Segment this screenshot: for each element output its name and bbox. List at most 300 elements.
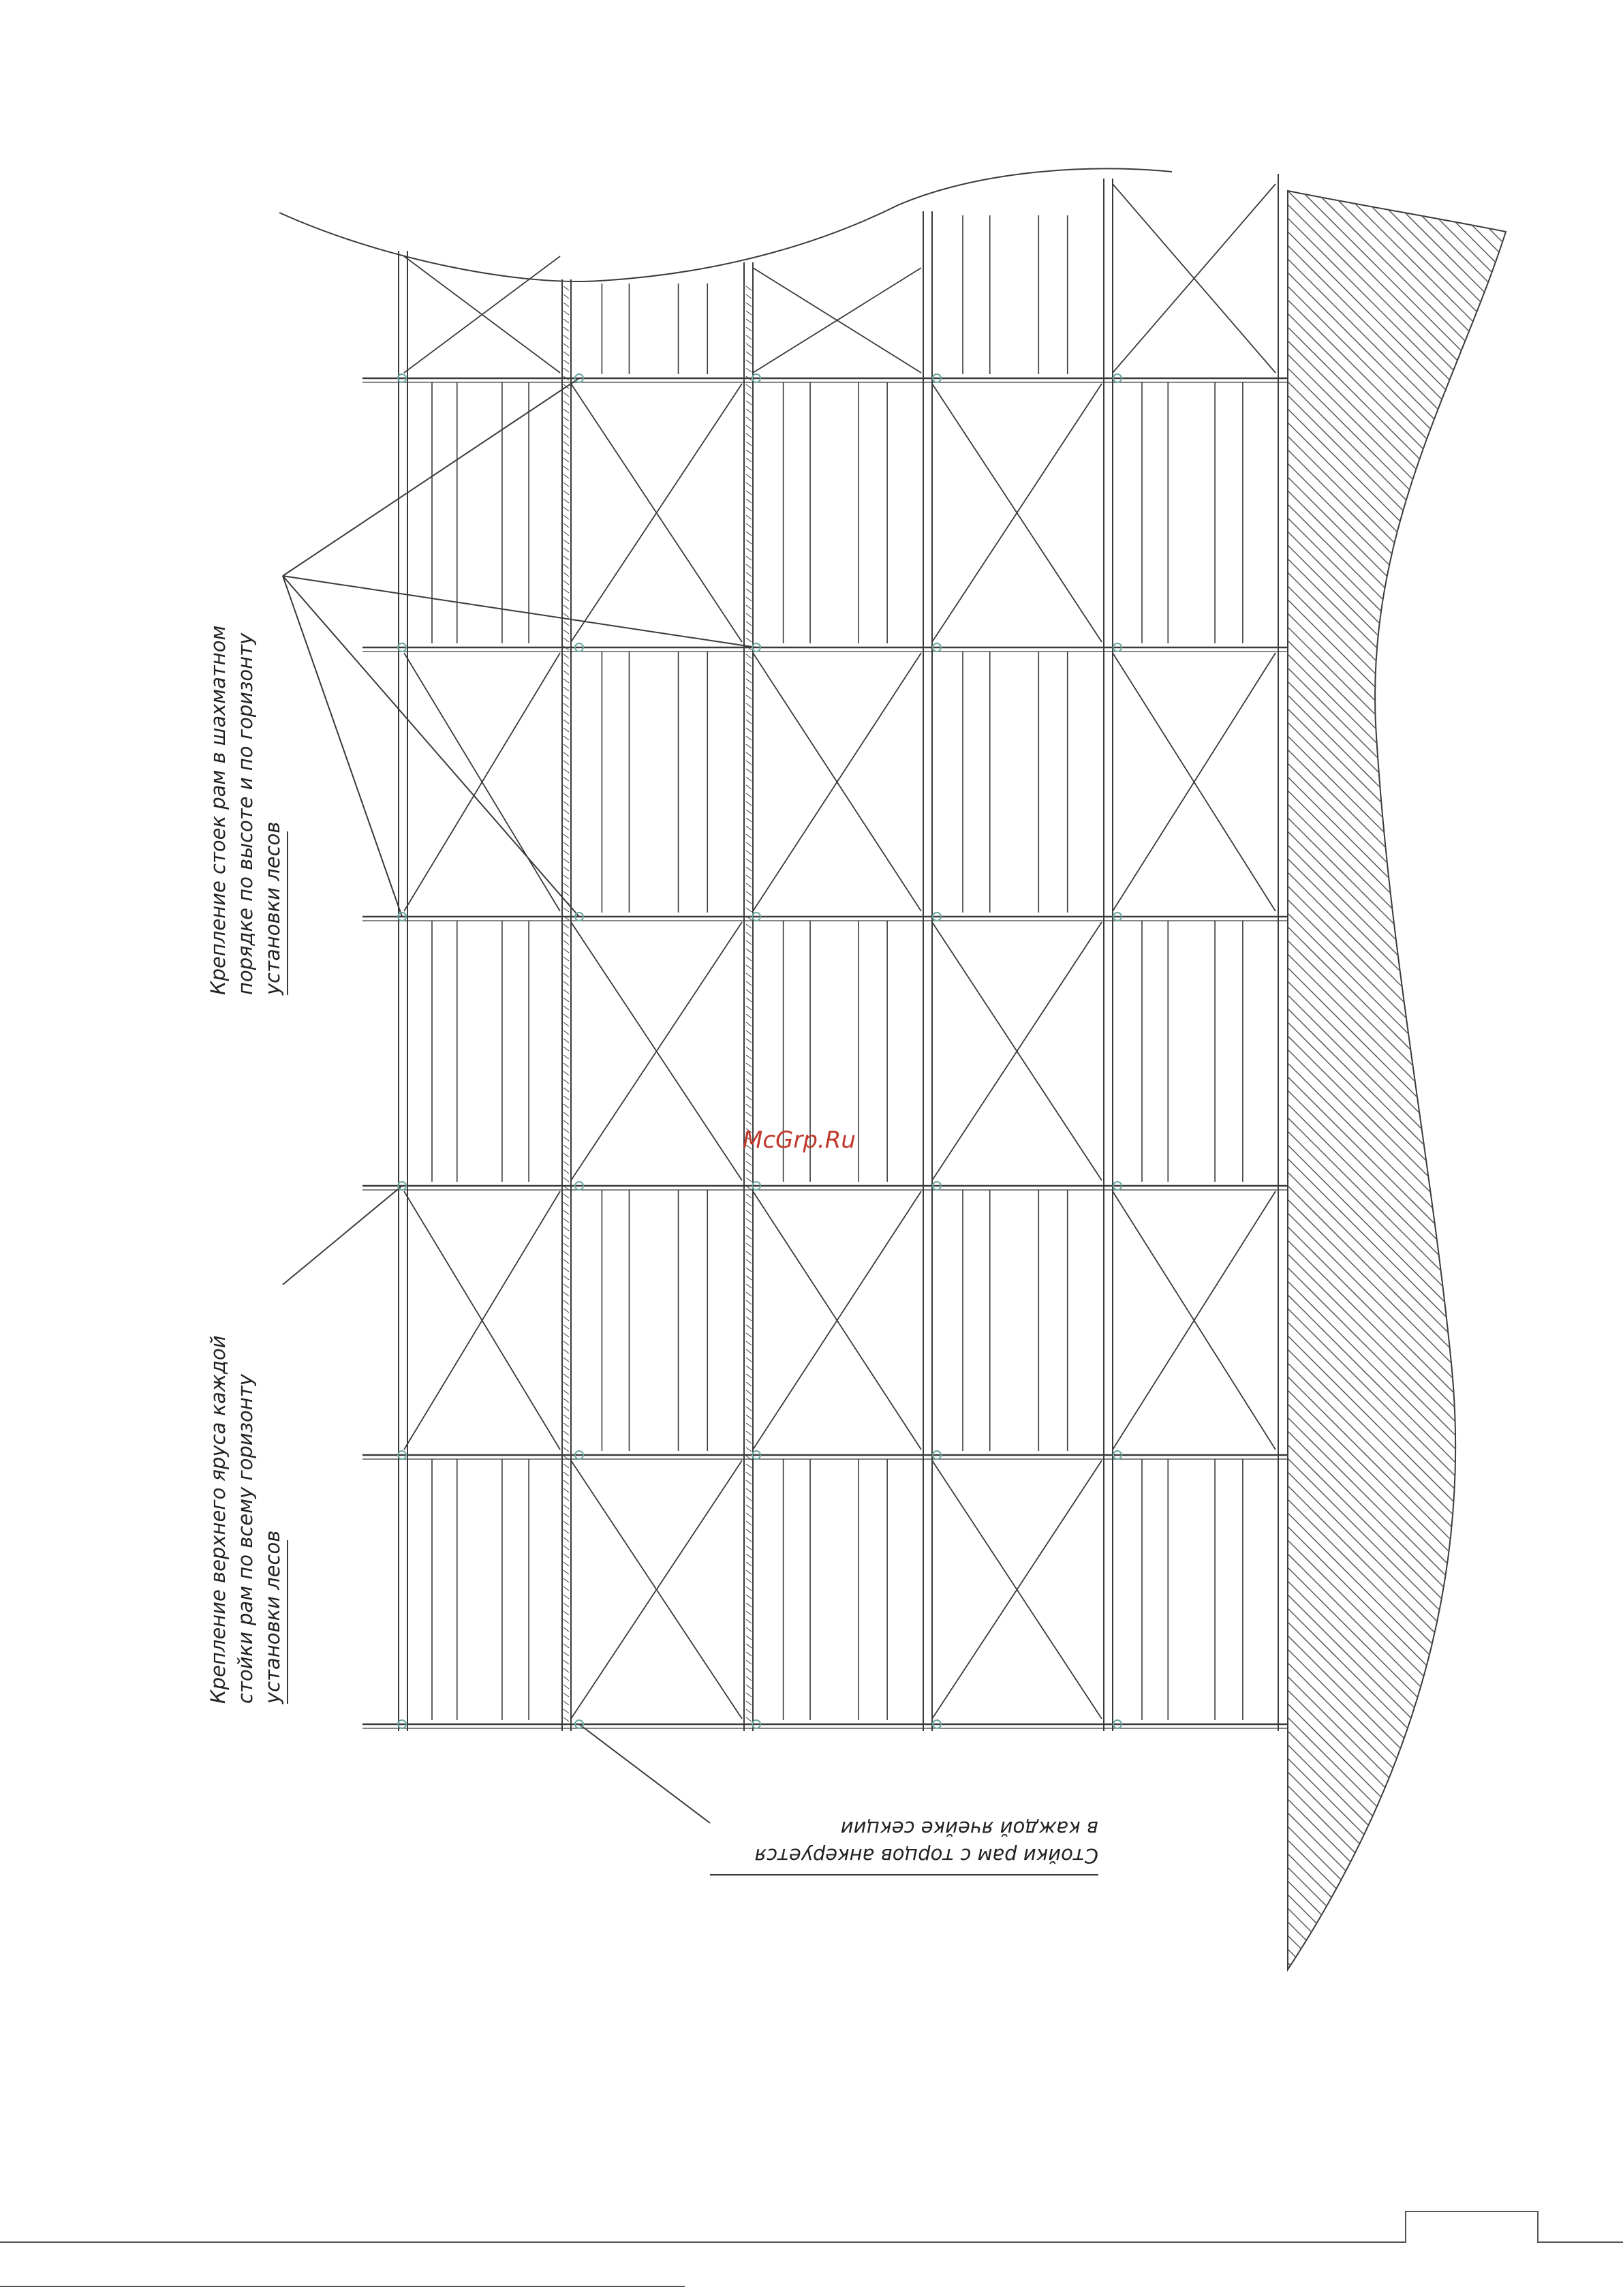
hatch-line	[1281, 1452, 1526, 1697]
hatch-line	[1281, 279, 1526, 525]
hatch-line	[1281, 879, 1526, 1124]
hatch-line	[1281, 334, 1526, 579]
hatch-line	[1281, 89, 1526, 334]
hatch-line	[1281, 1015, 1526, 1261]
ladder-rung	[563, 1521, 569, 1525]
ladder-rung	[746, 589, 752, 593]
ladder-rung	[746, 1341, 752, 1345]
hatch-line	[1281, 2051, 1526, 2296]
ladder-rung	[563, 1047, 569, 1051]
ladder-rung	[563, 1308, 569, 1313]
hatch-line	[1281, 1806, 1526, 2051]
ladder-rung	[563, 507, 569, 511]
ladder-rung	[563, 1243, 569, 1247]
ladder-rung	[563, 777, 569, 781]
ladder-rung	[563, 752, 569, 756]
ladder-rung	[746, 736, 752, 740]
hatch-line	[1281, 1847, 1526, 2092]
ladder-rung	[563, 1587, 569, 1591]
ladder-rung	[746, 581, 752, 585]
ladder-rung	[563, 622, 569, 626]
hatch-line	[1281, 1506, 1526, 1751]
ladder-rung	[746, 1709, 752, 1713]
hatch-line	[1281, 934, 1526, 1179]
ladder-rung	[746, 384, 752, 388]
hatch-line	[1281, 0, 1526, 116]
ladder-rung	[746, 1480, 752, 1484]
hatch-line	[1281, 1193, 1526, 1438]
hatch-line	[1281, 0, 1526, 102]
ladder-rung	[563, 483, 569, 487]
ladder-rung	[746, 433, 752, 438]
hatch-line	[1281, 1329, 1526, 1574]
hatch-line	[1281, 1765, 1526, 2010]
hatch-line	[1281, 634, 1526, 879]
hatch-line	[1281, 2201, 1526, 2296]
ladder-rung	[563, 1439, 569, 1443]
hatch-line	[1281, 1370, 1526, 1615]
hatch-line	[1281, 1915, 1526, 2160]
ladder-rung	[746, 818, 752, 822]
hatch-line	[1281, 348, 1526, 593]
ladder-rung	[746, 1415, 752, 1419]
ladder-rung	[563, 294, 569, 299]
ladder-rung	[563, 883, 569, 887]
ladder-rung	[563, 1227, 569, 1231]
ladder-rung	[563, 793, 569, 797]
hatch-line	[1281, 0, 1526, 48]
ladder-rung	[563, 360, 569, 364]
ladder-rung	[746, 1227, 752, 1231]
annotation-leaders	[283, 378, 756, 1823]
ladder-rung	[563, 785, 569, 789]
hatch-line	[1281, 293, 1526, 538]
ladder-rung	[563, 1677, 569, 1681]
hatch-line	[1281, 579, 1526, 825]
hatch-line	[1281, 0, 1526, 157]
ladder-rung	[746, 1243, 752, 1247]
ladder-rung	[746, 294, 752, 299]
ladder-rung	[746, 1055, 752, 1059]
ladder-rung	[563, 1153, 569, 1157]
ladder-rung	[746, 466, 752, 470]
ladder-rung	[746, 801, 752, 806]
ladder-rung	[563, 703, 569, 707]
ladder-rung	[563, 466, 569, 470]
hatch-line	[1281, 48, 1526, 293]
hatch-line	[1281, 0, 1526, 61]
ladder-rung	[563, 1022, 569, 1026]
ladder-rung	[563, 744, 569, 748]
hatch-line	[1281, 1220, 1526, 1465]
ladder-rung	[563, 1251, 569, 1255]
ladder-rung	[746, 1513, 752, 1517]
ladder-rung	[563, 572, 569, 577]
ladder-rung	[746, 1668, 752, 1672]
ladder-rung	[746, 303, 752, 307]
ladder-rung	[746, 1120, 752, 1124]
ladder-rung	[563, 1235, 569, 1239]
leader-line	[283, 378, 579, 576]
watermark: McGrp.Ru	[743, 1127, 856, 1154]
ladder-rung	[563, 1554, 569, 1558]
ladder-rung	[746, 1300, 752, 1304]
ladder-rung	[563, 548, 569, 552]
hatch-line	[1281, 1124, 1526, 1370]
hatch-line	[1281, 1656, 1526, 1901]
ladder-rung	[746, 1014, 752, 1018]
hatch-line	[1281, 184, 1526, 429]
ladder-rung	[746, 654, 752, 658]
ladder-rung	[563, 1088, 569, 1092]
ladder-post	[746, 286, 752, 1721]
hatch-line	[1281, 266, 1526, 511]
ladder-rung	[746, 343, 752, 348]
ladder-rung	[563, 1570, 569, 1574]
ladder-rung	[746, 368, 752, 372]
ladder-rung	[563, 908, 569, 912]
hatch-line	[1281, 1615, 1526, 1861]
ladder-rung	[746, 1407, 752, 1411]
ladder-rung	[563, 1668, 569, 1672]
ladder-rung	[746, 1448, 752, 1452]
ladder-rung	[746, 998, 752, 1002]
ladder-rung	[746, 401, 752, 405]
ladder-rung	[746, 826, 752, 830]
hatch-line	[1281, 1683, 1526, 1929]
ladder-rung	[563, 319, 569, 323]
ladder-rung	[746, 695, 752, 699]
hatch-line	[1281, 647, 1526, 893]
hatch-line	[1281, 2079, 1526, 2296]
ladder-rung	[563, 638, 569, 642]
ladder-rung	[746, 1006, 752, 1010]
ladder-rung	[746, 1472, 752, 1476]
ladder-rung	[746, 458, 752, 462]
ladder-rung	[563, 1448, 569, 1452]
ladder-rung	[563, 303, 569, 307]
ladder-rung	[563, 1709, 569, 1713]
hatch-line	[1281, 0, 1526, 7]
hatch-line	[1281, 2092, 1526, 2296]
ladder-rung	[746, 1636, 752, 1640]
label-staggered-line-3: установки лесов	[261, 821, 284, 995]
ladder-rung	[563, 834, 569, 838]
hatch-line	[1281, 1751, 1526, 1997]
anchor-points	[398, 374, 1122, 1728]
ladder-rung	[746, 859, 752, 863]
hatch-line	[1281, 1738, 1526, 1983]
ladder-rung	[746, 1521, 752, 1525]
ladder-rung	[563, 1366, 569, 1370]
hatch-line	[1281, 688, 1526, 934]
hatch-line	[1281, 1724, 1526, 1970]
ladder-post	[563, 286, 569, 1721]
hatch-line	[1281, 1533, 1526, 1779]
ladder-rung	[563, 425, 569, 429]
ladder-rung	[563, 801, 569, 806]
label-top-tier-line-1: Крепление верхнего яруса каждой	[206, 1335, 230, 1704]
ladder-rung	[563, 1407, 569, 1411]
ladder-rung	[563, 442, 569, 446]
ladder-rung	[746, 286, 752, 290]
ladder-rung	[563, 286, 569, 290]
ladder-rung	[746, 1529, 752, 1533]
hatch-line	[1281, 1901, 1526, 2147]
hatch-line	[1281, 0, 1526, 225]
ladder-rung	[563, 1701, 569, 1705]
hatch-line	[1281, 1438, 1526, 1683]
ladder-rung	[563, 515, 569, 519]
hatch-line	[1281, 61, 1526, 307]
hatch-line	[1281, 320, 1526, 566]
hatch-line	[1281, 607, 1526, 852]
ladder-rung	[563, 932, 569, 936]
ladder-rung	[563, 1284, 569, 1288]
ladder-rung	[746, 1717, 752, 1721]
ladder-rung	[563, 891, 569, 896]
ladder-rung	[746, 1292, 752, 1296]
ladder-rung	[746, 1096, 752, 1100]
hatch-line	[1281, 1888, 1526, 2133]
wall-hatching	[1281, 0, 1526, 2296]
hatch-line	[1281, 1779, 1526, 2024]
ladder-rung	[746, 1546, 752, 1550]
ladder-rung	[563, 499, 569, 503]
ladder-rung	[746, 720, 752, 724]
ladder-rung	[746, 1251, 752, 1255]
ladder-rung	[563, 1693, 569, 1697]
ladder-rung	[746, 883, 752, 887]
label-end-frames-anchoring	[710, 1817, 1098, 1875]
hatch-line	[1281, 525, 1526, 770]
ladder-rung	[746, 965, 752, 969]
ladder-rung	[746, 1325, 752, 1329]
hatch-line	[1281, 211, 1526, 457]
hatch-line	[1281, 1234, 1526, 1479]
ladder-rung	[746, 327, 752, 331]
hatch-line	[1281, 1629, 1526, 1874]
ladder-rung	[563, 1464, 569, 1468]
hatch-line	[1281, 1302, 1526, 1547]
ladder-rung	[563, 597, 569, 601]
hatch-line	[1281, 893, 1526, 1138]
ladder-rung	[563, 458, 569, 462]
hatch-line	[1281, 1356, 1526, 1602]
hatch-line	[1281, 1479, 1526, 1724]
hatch-line	[1281, 0, 1526, 89]
leader-line	[283, 576, 756, 647]
ladder-rung	[563, 1030, 569, 1035]
ladder-rung	[746, 564, 752, 568]
hatch-line	[1281, 2160, 1526, 2296]
ladder-rung	[746, 1047, 752, 1051]
hatch-line	[1281, 2133, 1526, 2296]
hatch-line	[1281, 1929, 1526, 2174]
ladder-rung	[746, 900, 752, 904]
ladder-rung	[746, 703, 752, 707]
hatch-line	[1281, 1247, 1526, 1493]
hatch-line	[1281, 566, 1526, 811]
ladder-rung	[746, 711, 752, 716]
label-top-tier-anchoring	[206, 1335, 288, 1704]
ladder-rung	[746, 834, 752, 838]
ladder-rung	[563, 605, 569, 609]
ladder-rung	[746, 785, 752, 789]
ladder-rung	[563, 1325, 569, 1329]
ladder-rung	[746, 851, 752, 855]
ladder-rung	[746, 491, 752, 495]
ladder-rung	[746, 1570, 752, 1574]
hatch-line	[1281, 1179, 1526, 1424]
ladder-rung	[563, 1619, 569, 1623]
hatch-line	[1281, 756, 1526, 1002]
ladder-rung	[746, 1439, 752, 1443]
ladder-rung	[746, 1644, 752, 1648]
hatch-line	[1281, 252, 1526, 498]
ladder-rung	[746, 507, 752, 511]
ladder-rung	[746, 744, 752, 748]
ladder-rung	[746, 1382, 752, 1386]
hatch-line	[1281, 0, 1526, 198]
ladder-rung	[746, 515, 752, 519]
ladder-rung	[563, 769, 569, 773]
hatch-line	[1281, 0, 1526, 211]
ladder-rung	[563, 736, 569, 740]
ladder-rung	[563, 687, 569, 691]
ladder-rung	[746, 1284, 752, 1288]
ladder-rung	[563, 1652, 569, 1656]
hatch-line	[1281, 2038, 1526, 2283]
ladder-rung	[746, 638, 752, 642]
ladder-rung	[563, 613, 569, 617]
ladder-rung	[746, 949, 752, 953]
ladder-rung	[746, 769, 752, 773]
ladder-rung	[563, 1374, 569, 1378]
ladder-rung	[746, 1587, 752, 1591]
hatch-line	[1281, 402, 1526, 647]
scaffold-frames	[279, 168, 1288, 1731]
ladder-rung	[563, 1431, 569, 1435]
hatch-line	[1281, 1165, 1526, 1411]
ladder-rung	[746, 1619, 752, 1623]
ladder-rung	[563, 818, 569, 822]
ladder-rung	[563, 1268, 569, 1272]
ladder-rung	[563, 1137, 569, 1141]
hatch-line	[1281, 1588, 1526, 1833]
hatch-line	[1281, 1861, 1526, 2106]
hatch-line	[1281, 1152, 1526, 1397]
ladder-rung	[746, 483, 752, 487]
ladder-rung	[746, 1194, 752, 1198]
ladder-rung	[563, 335, 569, 339]
ladder-rung	[746, 319, 752, 323]
hatch-line	[1281, 852, 1526, 1097]
ladder-rung	[563, 433, 569, 438]
ladder-rung	[563, 695, 569, 699]
hatch-line	[1281, 375, 1526, 620]
ladder-rung	[746, 1030, 752, 1035]
ladder-rung	[563, 409, 569, 413]
ladder-rung	[563, 981, 569, 985]
ladder-rung	[563, 998, 569, 1002]
ladder-rung	[563, 1415, 569, 1419]
title-block-frame	[0, 2211, 1623, 2286]
ladder-rung	[563, 654, 569, 658]
hatch-line	[1281, 1792, 1526, 2038]
ladder-rung	[563, 728, 569, 732]
ladder-rung	[746, 1235, 752, 1239]
ladder-rung	[563, 474, 569, 478]
ladder-rung	[563, 581, 569, 585]
hatch-line	[1281, 225, 1526, 470]
leader-line	[283, 1186, 402, 1285]
ladder-rung	[563, 875, 569, 879]
ladder-rung	[746, 597, 752, 601]
ladder-rung	[563, 1178, 569, 1182]
ladder-rung	[746, 1497, 752, 1501]
hatch-line	[1281, 1970, 1526, 2215]
ladder-rung	[746, 335, 752, 339]
ladder-rung	[746, 532, 752, 536]
hatch-line	[1281, 1711, 1526, 1956]
hatch-line	[1281, 1833, 1526, 2079]
ladder-rung	[563, 1529, 569, 1533]
ladder-rung	[563, 532, 569, 536]
ladder-rung	[563, 1194, 569, 1198]
ladder-rung	[746, 1398, 752, 1403]
ladder-rung	[563, 1488, 569, 1493]
ladder-rung	[746, 1080, 752, 1084]
ladder-rung	[746, 1685, 752, 1689]
hatch-line	[1281, 2010, 1526, 2256]
ladder-rung	[746, 1333, 752, 1337]
ladder-rung	[746, 393, 752, 397]
ladder-rung	[563, 352, 569, 356]
ladder-rung	[563, 1627, 569, 1632]
hatch-line	[1281, 1411, 1526, 1656]
ladder-rung	[563, 1390, 569, 1394]
ladder-rung	[563, 343, 569, 348]
hatch-line	[1281, 1602, 1526, 1847]
hatch-line	[1281, 729, 1526, 975]
hatch-line	[1281, 0, 1526, 239]
label-top-tier-line-3: установки лесов	[261, 1530, 284, 1704]
hatch-line	[1281, 675, 1526, 920]
ladder-rung	[746, 425, 752, 429]
ladder-rung	[746, 556, 752, 560]
label-staggered-line-2: порядке по высоте и по горизонту	[234, 632, 257, 995]
ladder-rung	[746, 1219, 752, 1223]
ladder-rung	[563, 1505, 569, 1509]
ladder-rung	[563, 1341, 569, 1345]
hatch-line	[1281, 716, 1526, 961]
ladder-rung	[746, 572, 752, 577]
ladder-rung	[746, 842, 752, 846]
hatch-line	[1281, 988, 1526, 1234]
ladder-rung	[746, 1677, 752, 1681]
ladder-rung	[746, 1039, 752, 1043]
ladder-rung	[563, 491, 569, 495]
hatch-line	[1281, 198, 1526, 443]
hatch-line	[1281, 784, 1526, 1029]
hatch-line	[1281, 7, 1526, 252]
ladder-rung	[746, 728, 752, 732]
label-staggered-anchoring	[206, 626, 288, 996]
hatch-line	[1281, 1574, 1526, 1820]
ladder-rung	[563, 1276, 569, 1280]
leader-line	[579, 1724, 710, 1823]
